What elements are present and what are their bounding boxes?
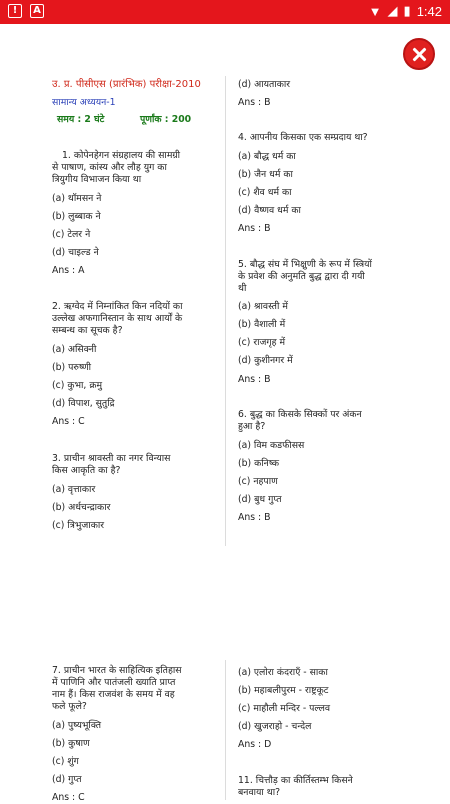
q7-option-c: (c) शुंग <box>52 756 79 767</box>
q1-option-a: (a) थॉमसन ने <box>52 193 102 204</box>
q10-option-b: (b) महाबलीपुरम - राष्ट्रकूट <box>238 685 329 696</box>
q5-text-1: 5. बौद्ध संघ में भिक्षुणी के रूप में स्त्रियों <box>238 259 372 270</box>
q5-text-2: के प्रवेश की अनुमति बुद्ध द्वारा दी गयी <box>238 271 365 282</box>
q6-option-b: (b) कनिष्क <box>238 458 280 469</box>
q2-text-1: 2. ऋग्वेद में निम्नांकित किन नदियों का <box>52 301 183 312</box>
q10-option-c: (c) माहौली मन्दिर - पल्लव <box>238 703 331 714</box>
q3-option-a: (a) वृत्ताकार <box>52 484 96 495</box>
q2-text-2: उल्लेख अफगानिस्तान के साथ आर्यों के <box>52 313 183 324</box>
q1-option-c: (c) टेलर ने <box>52 229 91 240</box>
clock: 1:42 <box>416 3 442 19</box>
q7-text-1: 7. प्राचीन भारत के साहित्यिक इतिहास <box>52 665 182 676</box>
q4-option-a: (a) बौद्ध धर्म का <box>238 151 296 162</box>
q1-text-3: त्रियुगीय विभाजन किया था <box>52 174 142 185</box>
q1-answer: Ans : A <box>52 265 85 276</box>
q2-text-3: सम्बन्ध का सूचक है? <box>52 325 123 336</box>
q1-text-1: 1. कोपेनहेगन संग्रहालय की सामग्री <box>62 150 181 161</box>
q11-text-1: 11. चित्तौड़ का कीर्तिस्तम्भ किसने <box>238 775 353 786</box>
q4-option-b: (b) जैन धर्म का <box>238 169 293 180</box>
q3-option-b: (b) अर्धचन्द्राकार <box>52 502 111 513</box>
q5-option-a: (a) श्रावस्ती में <box>238 301 288 312</box>
signal-icon: ◢ <box>387 3 398 18</box>
q7-text-2: में पाणिनि और पातंजली ख्याति प्राप्त <box>52 677 176 688</box>
q5-answer: Ans : B <box>238 374 271 385</box>
q6-answer: Ans : B <box>238 512 271 523</box>
q5-option-c: (c) राजगृह में <box>238 337 286 348</box>
exam-title: उ. प्र. पीसीएस (प्रारंभिक) परीक्षा-2010 <box>52 79 201 90</box>
q10-option-d: (d) खुजराहो - चन्देल <box>238 721 312 732</box>
marks-label: पूर्णांक : 200 <box>140 114 192 125</box>
q7-text-4: फले फूले? <box>52 701 87 712</box>
q11-text-2: बनवाया था? <box>238 787 281 798</box>
battery-icon: ▮ <box>403 3 411 18</box>
q5-text-3: थी <box>238 283 247 294</box>
q3-text-1: 3. प्राचीन श्रावस्ती का नगर विन्यास <box>52 453 171 464</box>
q6-option-c: (c) नहपाण <box>238 476 278 487</box>
q6-option-a: (a) विम कडफीसस <box>238 440 305 451</box>
time-label: समय : 2 घंटे <box>57 114 105 125</box>
q5-option-b: (b) वैशाली में <box>238 319 286 330</box>
q1-option-b: (b) लुब्बाक ने <box>52 211 101 222</box>
q7-option-a: (a) पुष्यभूक्ति <box>52 720 102 731</box>
q1-option-d: (d) चाइल्ड ने <box>52 247 99 258</box>
q2-option-b: (b) परुष्णी <box>52 362 92 373</box>
q7-text-3: नाम हैं। किस राजवंश के समय में वह <box>52 689 175 700</box>
q4-option-c: (c) शैव धर्म का <box>238 187 292 198</box>
q3-option-d: (d) आयताकार <box>238 79 291 90</box>
q1-text-2: से पाषाण, कांस्य और लौह युग का <box>52 162 167 173</box>
q6-text-2: हुआ है? <box>238 421 266 432</box>
q4-option-d: (d) वैष्णव धर्म का <box>238 205 301 216</box>
q2-option-d: (d) विपाश, सुतुद्रि <box>52 398 115 409</box>
q3-option-c: (c) त्रिभुजाकार <box>52 520 105 531</box>
q10-option-a: (a) एलोरा कंदराएँ - साका <box>238 667 328 678</box>
q2-option-a: (a) असिक्नी <box>52 344 97 355</box>
q4-text-1: 4. आपनीय किसका एक सम्प्रदाय था? <box>238 132 368 143</box>
page-2-right-column <box>225 0 450 800</box>
q2-option-c: (c) कुभा, क्रमु <box>52 380 103 391</box>
q2-answer: Ans : C <box>52 416 85 427</box>
page-2-left-column <box>0 0 225 803</box>
q10-answer: Ans : D <box>238 739 272 750</box>
q7-option-d: (d) गुप्त <box>52 774 82 785</box>
q4-answer: Ans : B <box>238 223 271 234</box>
q7-answer: Ans : C <box>52 792 85 803</box>
q3-text-2: किस आकृति का है? <box>52 465 121 476</box>
paper-subtitle: सामान्य अध्ययन-1 <box>52 97 116 108</box>
q5-option-d: (d) कुशीनगर में <box>238 355 293 366</box>
warning-icon: ! <box>8 4 22 18</box>
q3-answer: Ans : B <box>238 97 271 108</box>
app-a-icon: A <box>30 4 44 18</box>
q6-option-d: (d) बुध गुप्त <box>238 494 282 505</box>
wifi-icon: ▼ <box>368 3 382 19</box>
q6-text-1: 6. बुद्ध का किसके सिक्कों पर अंकन <box>238 409 362 420</box>
q7-option-b: (b) कुषाण <box>52 738 90 749</box>
